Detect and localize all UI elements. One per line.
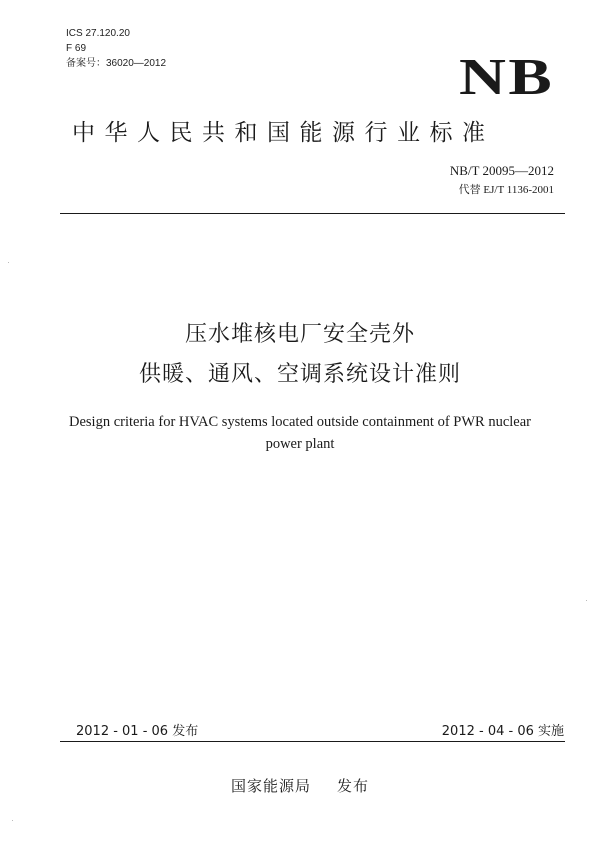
classification-block xyxy=(66,26,166,71)
ccs-code: F 69 xyxy=(66,43,87,54)
issue-date: 2012 - 01 - 06 发布 xyxy=(76,724,199,739)
chinese-title-line-2: 供暖、通风、空调系统设计准则 xyxy=(138,362,461,387)
ics-code: ICS 27.120.20 xyxy=(66,28,130,39)
top-divider xyxy=(60,213,565,214)
english-title-line-1: Design criteria for HVAC systems located outside containment of PWR nuclear xyxy=(68,414,531,430)
publisher-name: 国家能源局 xyxy=(230,777,311,795)
bottom-divider xyxy=(60,741,565,742)
scan-speck xyxy=(8,262,9,263)
scan-speck xyxy=(586,600,587,601)
english-title-line-2: power plant xyxy=(265,436,335,452)
publish-action: 发布 xyxy=(337,777,370,795)
industry-standard-title: 中华人民共和国能源行业标准 xyxy=(72,120,495,146)
standard-number: NB/T 20095—2012 xyxy=(449,163,554,178)
replaces-standard: 代替 EJ/T 1136-2001 xyxy=(458,184,554,196)
nb-logo: NB xyxy=(458,49,554,106)
scan-speck xyxy=(12,820,13,821)
record-number: 备案号：36020—2012 xyxy=(66,58,167,69)
chinese-title-line-1: 压水堆核电厂安全壳外 xyxy=(184,322,415,347)
publisher-line xyxy=(0,775,600,796)
implementation-date: 2012 - 04 - 06 实施 xyxy=(441,724,564,739)
